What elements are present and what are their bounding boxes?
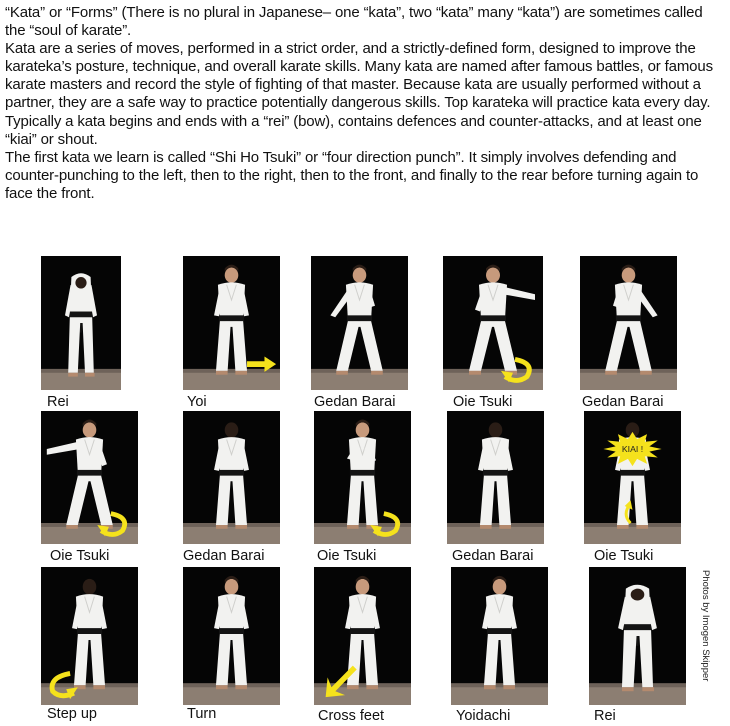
caption-cross-feet: Cross feet: [318, 708, 385, 724]
photo-gedan-barai-4-illustration: [447, 411, 544, 544]
caption-yoi: Yoi: [187, 394, 207, 410]
photo-rei-start-illustration: [41, 256, 121, 390]
photo-gedan-barai-4: [447, 411, 544, 544]
photo-credit-text: Photos by Imogen Skipper: [700, 570, 711, 682]
photo-gedan-barai-1-illustration: [311, 256, 408, 390]
photo-cross-feet-illustration: [314, 567, 411, 705]
photo-oie-tsuki-kiai-illustration: [584, 411, 681, 544]
intro-paragraph-2: Kata are a series of moves, performed in a strict order, and a strictly-defined form, designed to improve the karateka’s posture, technique, and overall karate skills. Many kata are named after famous battles, or famous karate masters and record the style of fighting of that master. Because kata are usually performed without a partner, they are a safe way to practice potentially dangerous skills. Top karateka will practice kata every day.: [5, 40, 713, 112]
photo-step-up-illustration: [41, 567, 138, 705]
photo-oie-tsuki-1-illustration: [443, 256, 543, 390]
intro-paragraph-4: The first kata we learn is called “Shi Ho Tsuki” or “four direction punch”. It simply involves defending and counter-punching to the left, then to the right, then to the front, and finally to the rear before turning again to face the front.: [5, 148, 699, 202]
caption-oie-tsuki-1: Oie Tsuki: [453, 394, 513, 410]
caption-rei-start: Rei: [47, 394, 69, 410]
photo-rei-start: [41, 256, 121, 390]
photo-oie-tsuki-2: [41, 411, 138, 544]
photo-oie-tsuki-2-illustration: [41, 411, 138, 544]
intro-paragraph-3: Typically a kata begins and ends with a “rei” (bow), contains defences and counter-attacks, and at least one “kiai” or shout.: [5, 112, 702, 148]
photo-oie-tsuki-kiai: [584, 411, 681, 544]
caption-gedan-barai-3: Gedan Barai: [183, 548, 265, 564]
caption-oie-tsuki-3: Oie Tsuki: [317, 548, 377, 564]
caption-oie-tsuki-2: Oie Tsuki: [50, 548, 110, 564]
caption-yoidachi: Yoidachi: [456, 708, 511, 724]
photo-oie-tsuki-3: [314, 411, 411, 544]
photo-rei-end: [589, 567, 686, 705]
photo-turn: [183, 567, 280, 705]
photo-gedan-barai-1: [311, 256, 408, 390]
photo-gedan-barai-3: [183, 411, 280, 544]
caption-step-up: Step up: [47, 706, 97, 722]
photo-oie-tsuki-3-illustration: [314, 411, 411, 544]
photo-cross-feet: [314, 567, 411, 705]
photo-yoi-illustration: [183, 256, 280, 390]
caption-turn: Turn: [187, 706, 217, 722]
photo-oie-tsuki-1: [443, 256, 543, 390]
caption-gedan-barai-1: Gedan Barai: [314, 394, 396, 410]
caption-gedan-barai-2: Gedan Barai: [582, 394, 664, 410]
kiai-label: KIAI !: [621, 443, 644, 454]
photo-yoidachi-illustration: [451, 567, 548, 705]
photo-yoidachi: [451, 567, 548, 705]
photo-gedan-barai-3-illustration: [183, 411, 280, 544]
photo-step-up: [41, 567, 138, 705]
caption-gedan-barai-4: Gedan Barai: [452, 548, 534, 564]
photo-gedan-barai-2: [580, 256, 677, 390]
caption-rei-end: Rei: [594, 708, 616, 724]
caption-oie-tsuki-kiai: Oie Tsuki: [594, 548, 654, 564]
photo-credit: [700, 570, 723, 690]
photo-rei-end-illustration: [589, 567, 686, 705]
intro-paragraph-1: “Kata” or “Forms” (There is no plural in Japanese– one “kata”, two “kata” many “kata”) are sometimes called the “soul of karate”.: [5, 4, 703, 40]
photo-turn-illustration: [183, 567, 280, 705]
photo-gedan-barai-2-illustration: [580, 256, 677, 390]
photo-yoi: [183, 256, 280, 390]
